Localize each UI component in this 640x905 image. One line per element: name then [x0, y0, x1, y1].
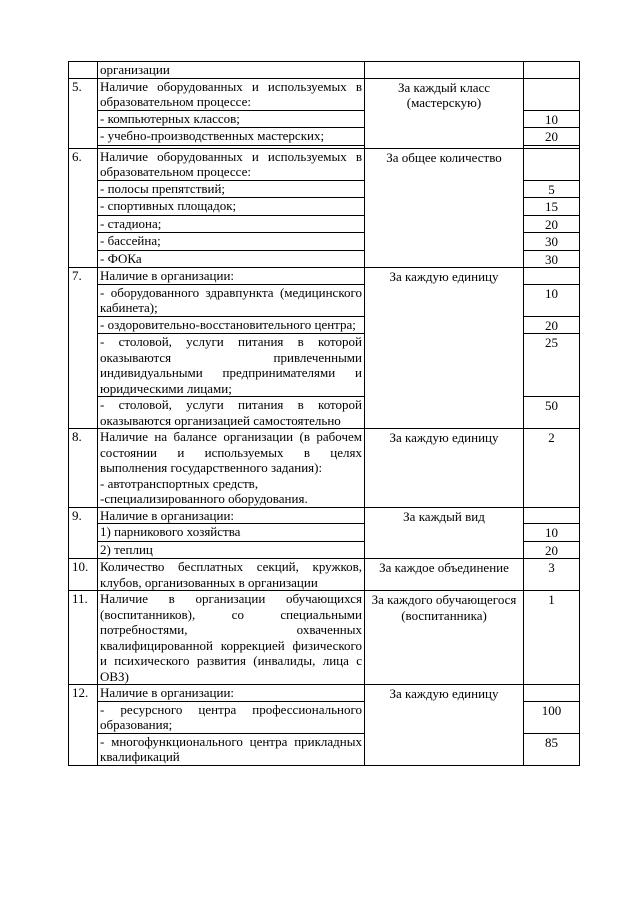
table-row — [69, 148, 580, 180]
row-criterion: За каждую единицу — [365, 268, 524, 429]
row-text-line: -специализированного оборудования. — [100, 491, 308, 506]
row-score: 30 — [524, 250, 580, 268]
row-number: 9. — [69, 507, 98, 559]
row-item: - оборудованного здравпункта (медицинского кабинета); — [98, 284, 365, 316]
row-score: 10 — [524, 284, 580, 316]
row-text-main: Наличие на балансе организации (в рабочем состоянии и используемых в целях выполнения государственного задания): — [100, 429, 362, 475]
row-score: 25 — [524, 334, 580, 397]
table-row — [69, 78, 580, 110]
row-item: - полосы препятствий; — [98, 180, 365, 198]
row-item: - компьютерных классов; — [98, 110, 365, 128]
criteria-table — [68, 61, 580, 766]
row-number: 6. — [69, 148, 98, 268]
row-criterion: За каждого обучающегося (воспитанника) — [365, 591, 524, 685]
table-row — [69, 685, 580, 702]
row-item: - многофункционального центра прикладных квалификаций — [98, 733, 365, 765]
row-score: 30 — [524, 233, 580, 251]
row-text: Количество бесплатных секций, кружков, клубов, организованных в организации — [98, 559, 365, 591]
row-item: - столовой, услуги питания в которой оказываются организацией самостоятельно — [98, 397, 365, 429]
row-text: Наличие в организации обучающихся (воспитанников), со специальными потребностями, охваченных квалифицированной коррекцией физического и психического развития (инвалиды, лица с ОВЗ) — [98, 591, 365, 685]
row-criterion: За каждую единицу — [365, 685, 524, 766]
row-item: - оздоровительно-восстановительного центра; — [98, 316, 365, 334]
table-row — [69, 429, 580, 508]
row-score: 3 — [524, 559, 580, 591]
document-page — [68, 61, 579, 766]
row-criterion: За каждый класс (мастерскую) — [365, 78, 524, 148]
table-row — [69, 62, 580, 79]
row-heading: Наличие в организации: — [98, 507, 365, 524]
row-criterion: За каждый вид — [365, 507, 524, 559]
row-criterion: За общее количество — [365, 148, 524, 268]
row-item: - ФОКа — [98, 250, 365, 268]
row-number: 10. — [69, 559, 98, 591]
row-heading: Наличие оборудованных и используемых в образовательном процессе: — [98, 78, 365, 110]
table-row — [69, 559, 580, 591]
row-score: 100 — [524, 701, 580, 733]
row-number: 8. — [69, 429, 98, 508]
row-score: 10 — [524, 110, 580, 128]
row-item: 1) парникового хозяйства — [98, 524, 365, 542]
row-score: 20 — [524, 128, 580, 146]
row-score: 85 — [524, 733, 580, 765]
table-row — [69, 268, 580, 285]
row-item: - столовой, услуги питания в которой оказываются привлеченными индивидуальными предпринимателями и юридическими лицами; — [98, 334, 365, 397]
row-text: организации — [98, 62, 365, 79]
row-item: 2) теплиц — [98, 541, 365, 559]
table-row — [69, 591, 580, 685]
row-score: 50 — [524, 397, 580, 429]
row-score: 20 — [524, 316, 580, 334]
row-item: - бассейна; — [98, 233, 365, 251]
row-heading: Наличие в организации: — [98, 268, 365, 285]
table-row — [69, 507, 580, 524]
row-item: - ресурсного центра профессионального образования; — [98, 701, 365, 733]
row-item: - спортивных площадок; — [98, 198, 365, 216]
row-number: 5. — [69, 78, 98, 148]
row-score: 1 — [524, 591, 580, 685]
row-item: - учебно-производственных мастерских; — [98, 128, 365, 146]
row-criterion: За каждую единицу — [365, 429, 524, 508]
row-heading: Наличие в организации: — [98, 685, 365, 702]
row-heading: Наличие оборудованных и используемых в образовательном процессе: — [98, 148, 365, 180]
row-score: 20 — [524, 541, 580, 559]
row-criterion: За каждое объединение — [365, 559, 524, 591]
row-number: 12. — [69, 685, 98, 766]
row-item: - стадиона; — [98, 215, 365, 233]
row-score: 10 — [524, 524, 580, 542]
row-number: 7. — [69, 268, 98, 429]
row-text — [98, 429, 365, 508]
row-score: 20 — [524, 215, 580, 233]
row-text-line: - автотранспортных средств, — [100, 475, 259, 491]
row-number: 11. — [69, 591, 98, 685]
row-score: 5 — [524, 180, 580, 198]
row-score: 15 — [524, 198, 580, 216]
row-score: 2 — [524, 429, 580, 508]
